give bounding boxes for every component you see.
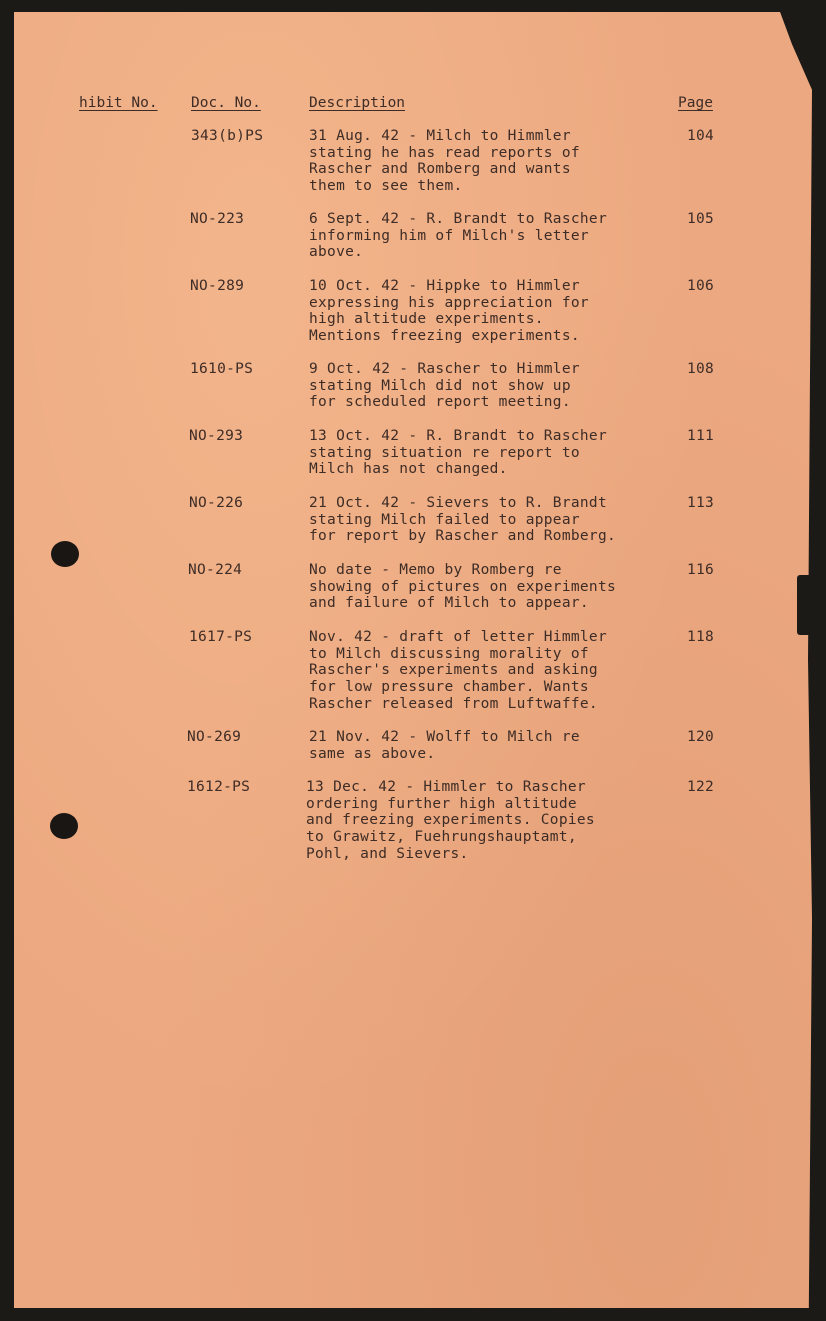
description-line: and freezing experiments. Copies: [306, 812, 595, 829]
doc-number: NO-269: [187, 729, 242, 745]
description-line: Rascher released from Luftwaffe.: [309, 695, 598, 712]
description-line: 31 Aug. 42 - Milch to Himmler: [309, 128, 571, 144]
punch-hole: [50, 813, 78, 839]
description-line: 9 Oct. 42 - Rascher to Himmler: [309, 361, 580, 377]
description-line: to Grawitz, Fuehrungshauptamt,: [306, 829, 577, 846]
description-line: same as above.: [309, 745, 436, 762]
doc-number: 343(b)PS: [191, 128, 264, 144]
description-line: No date - Memo by Romberg re: [309, 562, 562, 578]
description-line: ordering further high altitude: [306, 795, 577, 812]
description-line: 21 Nov. 42 - Wolff to Milch re: [309, 729, 580, 745]
description-line: 6 Sept. 42 - R. Brandt to Rascher: [309, 211, 607, 227]
entry-description: [309, 428, 659, 478]
description-line: and failure of Milch to appear.: [309, 595, 589, 612]
doc-number: NO-224: [188, 562, 243, 578]
description-line: for low pressure chamber. Wants: [309, 679, 589, 696]
doc-number: NO-223: [190, 211, 245, 227]
doc-number: 1610-PS: [190, 361, 254, 377]
page-number: 108: [687, 361, 715, 377]
entry-description: [309, 128, 659, 195]
header-doc-no: Doc. No.: [191, 95, 261, 111]
page-number: 120: [687, 729, 715, 745]
entry-description: [309, 629, 659, 713]
punch-hole: [51, 541, 79, 567]
description-line: Pohl, and Sievers.: [306, 845, 469, 862]
description-line: 21 Oct. 42 - Sievers to R. Brandt: [309, 495, 607, 511]
header-exhibit-no: hibit No.: [79, 95, 158, 111]
description-line: stating situation re report to: [309, 444, 580, 461]
doc-number: NO-289: [190, 278, 245, 294]
description-line: for report by Rascher and Romberg.: [309, 528, 617, 545]
description-line: stating Milch did not show up: [309, 377, 571, 394]
description-line: high altitude experiments.: [309, 311, 544, 328]
page-number: 111: [687, 428, 715, 444]
page-number: 122: [687, 779, 715, 795]
description-line: Milch has not changed.: [309, 461, 508, 478]
page-number: 104: [687, 128, 715, 144]
header-page: Page: [678, 95, 713, 111]
page-number: 116: [687, 562, 715, 578]
page-number: 106: [687, 278, 715, 294]
description-line: stating Milch failed to appear: [309, 511, 580, 528]
entry-description: [306, 779, 656, 863]
description-line: expressing his appreciation for: [309, 294, 589, 311]
description-line: 13 Oct. 42 - R. Brandt to Rascher: [309, 428, 607, 444]
description-line: 13 Dec. 42 - Himmler to Rascher: [306, 779, 586, 795]
entry-description: [309, 361, 659, 411]
description-line: for scheduled report meeting.: [309, 394, 571, 411]
entry-description: [309, 495, 659, 545]
entry-description: [309, 562, 659, 612]
description-line: stating he has read reports of: [309, 144, 580, 161]
page-number: 118: [687, 629, 715, 645]
edge-tear: [797, 575, 815, 635]
description-line: showing of pictures on experiments: [309, 578, 617, 595]
description-line: them to see them.: [309, 178, 463, 195]
description-line: Mentions freezing experiments.: [309, 328, 580, 345]
doc-number: NO-226: [189, 495, 244, 511]
description-line: above.: [309, 244, 364, 261]
description-line: 10 Oct. 42 - Hippke to Himmler: [309, 278, 580, 294]
entry-description: [309, 729, 659, 762]
description-line: Nov. 42 - draft of letter Himmler: [309, 629, 607, 645]
entry-description: [309, 278, 659, 345]
description-line: to Milch discussing morality of: [309, 645, 589, 662]
description-line: Rascher's experiments and asking: [309, 662, 598, 679]
description-line: Rascher and Romberg and wants: [309, 161, 571, 178]
page-number: 105: [687, 211, 715, 227]
doc-number: 1612-PS: [187, 779, 251, 795]
doc-number: 1617-PS: [189, 629, 253, 645]
page-number: 113: [687, 495, 715, 511]
description-line: informing him of Milch's letter: [309, 227, 589, 244]
header-description: Description: [309, 95, 406, 111]
entry-description: [309, 211, 659, 261]
doc-number: NO-293: [189, 428, 244, 444]
